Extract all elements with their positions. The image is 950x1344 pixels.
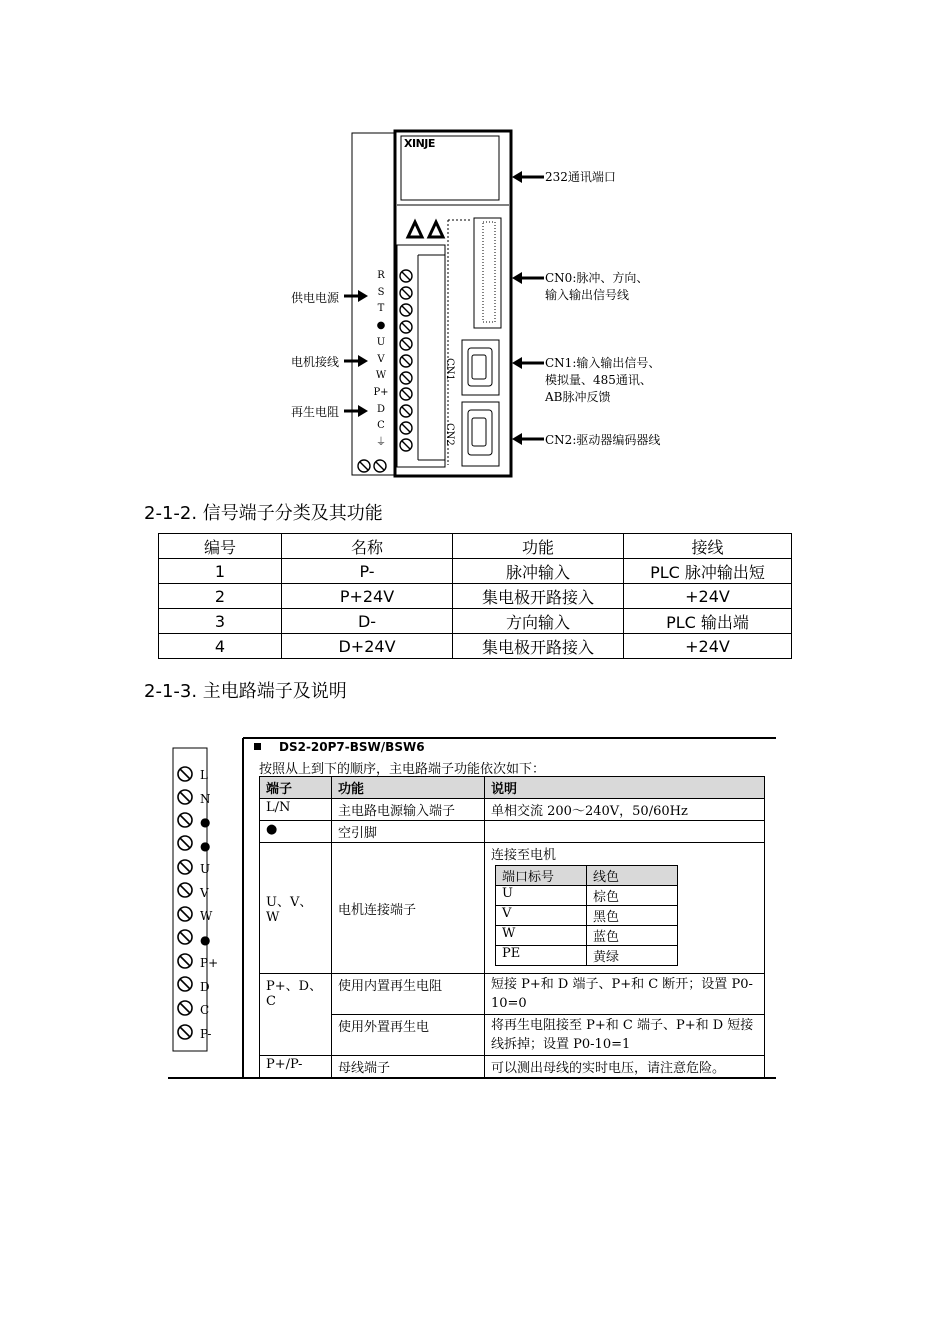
section-heading-signal: 2-1-2. 信号端子分类及其功能 bbox=[144, 503, 383, 524]
table-header-row bbox=[260, 777, 765, 799]
main-circuit-table bbox=[259, 776, 765, 1078]
terminal-letters: R S T ● U V W P+ D C ⏚ bbox=[373, 270, 389, 449]
port-232-label: 232通讯端口 bbox=[545, 170, 616, 184]
cell: 3 bbox=[159, 609, 282, 634]
cell: 蓝色 bbox=[587, 926, 678, 946]
regen-resistor-label: 再生电阻 bbox=[291, 405, 340, 419]
cell: U bbox=[496, 886, 587, 906]
table-row bbox=[260, 1056, 765, 1078]
main-terminal-letters: L N ● ● U V W ● P+ D C P- bbox=[200, 768, 219, 1041]
cell: V bbox=[496, 906, 587, 926]
table-row bbox=[260, 843, 765, 974]
cell: 集电极开路接入 bbox=[453, 584, 624, 609]
cn1-label: CN1:输入输出信号、 模拟量、485通讯、 AB脉冲反馈 bbox=[545, 356, 661, 404]
cell: 电机连接端子 bbox=[332, 843, 485, 974]
cell: 将再生电阻接至 P+和 C 端子、P+和 D 短接线拆掉；设置 P0-10=1 bbox=[485, 1015, 765, 1056]
cell: 1 bbox=[159, 559, 282, 584]
col-header: 线色 bbox=[587, 866, 678, 886]
table-row bbox=[159, 634, 792, 659]
cell bbox=[485, 821, 765, 843]
table-row bbox=[260, 821, 765, 843]
table-row bbox=[260, 1015, 765, 1056]
intro-text: 按照从上到下的顺序，主电路端子功能依次如下： bbox=[259, 762, 546, 777]
power-label: 供电电源 bbox=[291, 291, 340, 305]
table-row bbox=[496, 926, 678, 946]
table-row bbox=[159, 559, 792, 584]
cell: P- bbox=[282, 559, 453, 584]
table-row bbox=[260, 974, 765, 1015]
cell: 主电路电源输入端子 bbox=[332, 799, 485, 821]
cell: PLC 脉冲输出短 bbox=[624, 559, 792, 584]
col-header: 接线 bbox=[624, 534, 792, 559]
cell: 黑色 bbox=[587, 906, 678, 926]
cell: 母线端子 bbox=[332, 1056, 485, 1078]
cell: L/N bbox=[260, 799, 332, 821]
table-row bbox=[260, 799, 765, 821]
cn0-label: CN0:脉冲、方向、 输入输出信号线 bbox=[545, 271, 649, 302]
cell: P+24V bbox=[282, 584, 453, 609]
cell: 黄绿 bbox=[587, 946, 678, 966]
cell: PLC 输出端 bbox=[624, 609, 792, 634]
cn2-connector-label: CN2 bbox=[444, 423, 455, 446]
table-row bbox=[159, 609, 792, 634]
cell: 脉冲输入 bbox=[453, 559, 624, 584]
section-heading-main-circuit: 2-1-3. 主电路端子及说明 bbox=[144, 681, 347, 702]
cn1-connector-label: CN1 bbox=[444, 358, 455, 381]
col-header: 功能 bbox=[332, 777, 485, 799]
cell: +24V bbox=[624, 634, 792, 659]
signal-terminal-table bbox=[158, 533, 792, 659]
cell: 空引脚 bbox=[332, 821, 485, 843]
cell: ● bbox=[260, 821, 332, 843]
cell: 4 bbox=[159, 634, 282, 659]
cell: P+/P- bbox=[260, 1056, 332, 1078]
table-row bbox=[159, 584, 792, 609]
col-header: 功能 bbox=[453, 534, 624, 559]
cell: 使用内置再生电阻 bbox=[332, 974, 485, 1015]
cell: 集电极开路接入 bbox=[453, 634, 624, 659]
cell: P+、D、C bbox=[260, 974, 332, 1056]
table-header-row bbox=[159, 534, 792, 559]
cell: 短接 P+和 D 端子、P+和 C 断开；设置 P0-10=0 bbox=[485, 974, 765, 1015]
col-header: 编号 bbox=[159, 534, 282, 559]
cell: 使用外置再生电 bbox=[332, 1015, 485, 1056]
cell: 可以测出母线的实时电压，请注意危险。 bbox=[485, 1056, 765, 1078]
cell: U、V、W bbox=[260, 843, 332, 974]
wire-color-table bbox=[495, 865, 678, 966]
col-header: 端口标号 bbox=[496, 866, 587, 886]
col-header: 名称 bbox=[282, 534, 453, 559]
table-row bbox=[496, 906, 678, 926]
connect-motor-text: 连接至电机 bbox=[491, 848, 557, 863]
cell: 棕色 bbox=[587, 886, 678, 906]
cell: D- bbox=[282, 609, 453, 634]
cell: W bbox=[496, 926, 587, 946]
table-row bbox=[496, 886, 678, 906]
motor-wiring-label: 电机接线 bbox=[291, 355, 340, 369]
cell: 方向输入 bbox=[453, 609, 624, 634]
table-row bbox=[496, 946, 678, 966]
model-name: DS2-20P7-BSW/BSW6 bbox=[279, 740, 425, 754]
cn2-label: CN2:驱动器编码器线 bbox=[545, 433, 661, 447]
brand-logo: XINJE bbox=[404, 137, 435, 150]
cell: D+24V bbox=[282, 634, 453, 659]
cell: +24V bbox=[624, 584, 792, 609]
cell bbox=[485, 843, 765, 974]
cell: PE bbox=[496, 946, 587, 966]
table-header-row bbox=[496, 866, 678, 886]
cell: 单相交流 200～240V，50/60Hz bbox=[485, 799, 765, 821]
col-header: 说明 bbox=[485, 777, 765, 799]
cell: 2 bbox=[159, 584, 282, 609]
col-header: 端子 bbox=[260, 777, 332, 799]
